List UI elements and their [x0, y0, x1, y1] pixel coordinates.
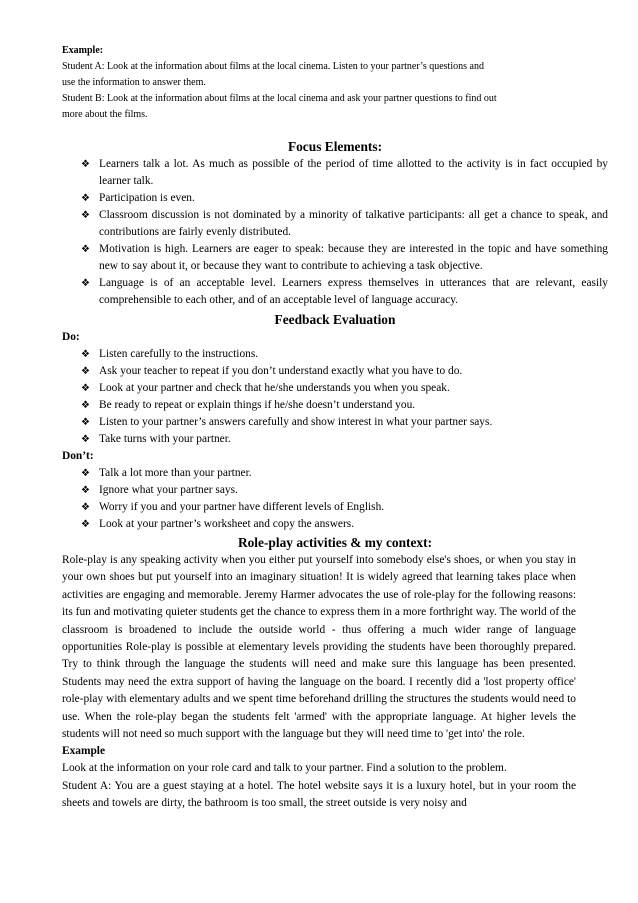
diamond-bullet-icon: ❖ — [81, 468, 90, 479]
intro-line: use the information to answer them. — [62, 77, 206, 88]
list-item: ❖ Ignore what your partner says. — [81, 482, 608, 499]
list-item: ❖ Learners talk a lot. As much as possible of the period of time allotted to the activity is in fact occupied by learner talk. — [81, 158, 608, 187]
diamond-bullet-icon: ❖ — [81, 502, 90, 513]
list-item: ❖ Talk a lot more than your partner. — [81, 465, 608, 482]
list-item: ❖ Take turns with your partner. — [81, 431, 608, 448]
list-item: ❖ Ask your teacher to repeat if you don’t understand exactly what you have to do. — [81, 363, 608, 380]
roleplay-paragraph: Role-play is any speaking activity when you either put yourself into somebody else's shoes, or when you stay in your own shoes but put yourself into an imaginary situation! It is widely agreed that learning takes place when activities are engaging and memorable. Jeremy Harmer advocates the use of role-play for the following reasons: its fun and motivating quieter students get the chance to express them in a more forthright way. The world of the classroom is broadened to include the outside world - thus offering a much wider range of language opportunities Role-play is possible at elementary levels providing the students have been thoroughly prepared. Try to think through the language the students will need and make sure this language has been presented. Students may need the extra support of having the language on the board. I recently did a 'lost property office' role-play with elementary adults and we spent time beforehand drilling the structures the students would need to use. When the role-play began the students felt 'armed' with the appropriate language. At higher levels the students will not need so much support with the language but they will need time to 'get into' the role. — [62, 554, 576, 741]
intro-heading: Example: — [62, 45, 104, 56]
diamond-bullet-icon: ❖ — [81, 210, 90, 221]
example-label: Example — [62, 745, 106, 758]
diamond-bullet-icon: ❖ — [81, 434, 90, 445]
diamond-bullet-icon: ❖ — [81, 193, 90, 204]
focus-list — [62, 156, 608, 309]
list-item: ❖ Worry if you and your partner have different levels of English. — [81, 499, 608, 516]
do-list — [62, 346, 608, 448]
diamond-bullet-icon: ❖ — [81, 278, 90, 289]
dont-list — [62, 465, 608, 533]
list-item: ❖ Look at your partner’s worksheet and copy the answers. — [81, 516, 608, 533]
diamond-bullet-icon: ❖ — [81, 244, 90, 255]
list-item: ❖ Look at your partner and check that he/she understands you when you speak. — [81, 380, 608, 397]
roleplay-title: Role-play activities & my context: — [237, 535, 433, 550]
diamond-bullet-icon: ❖ — [81, 159, 90, 170]
diamond-bullet-icon: ❖ — [81, 400, 90, 411]
list-item: ❖ Listen carefully to the instructions. — [81, 346, 608, 363]
do-label: Do: — [62, 331, 80, 343]
intro-line: more about the films. — [62, 109, 148, 120]
intro-section — [62, 43, 608, 123]
diamond-bullet-icon: ❖ — [81, 383, 90, 394]
list-item: ❖ Language is of an acceptable level. Learners express themselves in utterances that are relevant, easily comprehensible to each other, and of an acceptable level of language accuracy. — [81, 277, 608, 306]
student-a-text: Student A: You are a guest staying at a hotel. The hotel website says it is a luxury hotel, but in your room the sheets and towels are dirty, the bathroom is too small, the street outside is very noisy and — [62, 779, 576, 810]
list-item: ❖ Listen to your partner’s answers carefully and show interest in what your partner says. — [81, 414, 608, 431]
diamond-bullet-icon: ❖ — [81, 366, 90, 377]
diamond-bullet-icon: ❖ — [81, 519, 90, 530]
dont-label: Don’t: — [62, 450, 94, 462]
diamond-bullet-icon: ❖ — [81, 349, 90, 360]
list-item: ❖ Classroom discussion is not dominated by a minority of talkative participants: all get a chance to speak, and contributions are fairly evenly distributed. — [81, 209, 608, 238]
list-item: ❖ Be ready to repeat or explain things if he/she doesn’t understand you. — [81, 397, 608, 414]
diamond-bullet-icon: ❖ — [81, 485, 90, 496]
focus-title: Focus Elements: — [287, 139, 383, 154]
example-instruction: Look at the information on your role card and talk to your partner. Find a solution to the problem. — [62, 762, 507, 775]
intro-line: Student B: Look at the information about films at the local cinema and ask your partner questions to find out — [62, 93, 497, 104]
list-item: ❖ Motivation is high. Learners are eager to speak: because they are interested in the topic and have something new to say about it, or because they want to contribute to achieving a task objective. — [81, 243, 608, 272]
feedback-title: Feedback Evaluation — [274, 312, 396, 327]
diamond-bullet-icon: ❖ — [81, 417, 90, 428]
intro-line: Student A: Look at the information about films at the local cinema. Listen to your partner’s questions and — [62, 61, 484, 72]
list-item: ❖ Participation is even. — [81, 190, 608, 207]
